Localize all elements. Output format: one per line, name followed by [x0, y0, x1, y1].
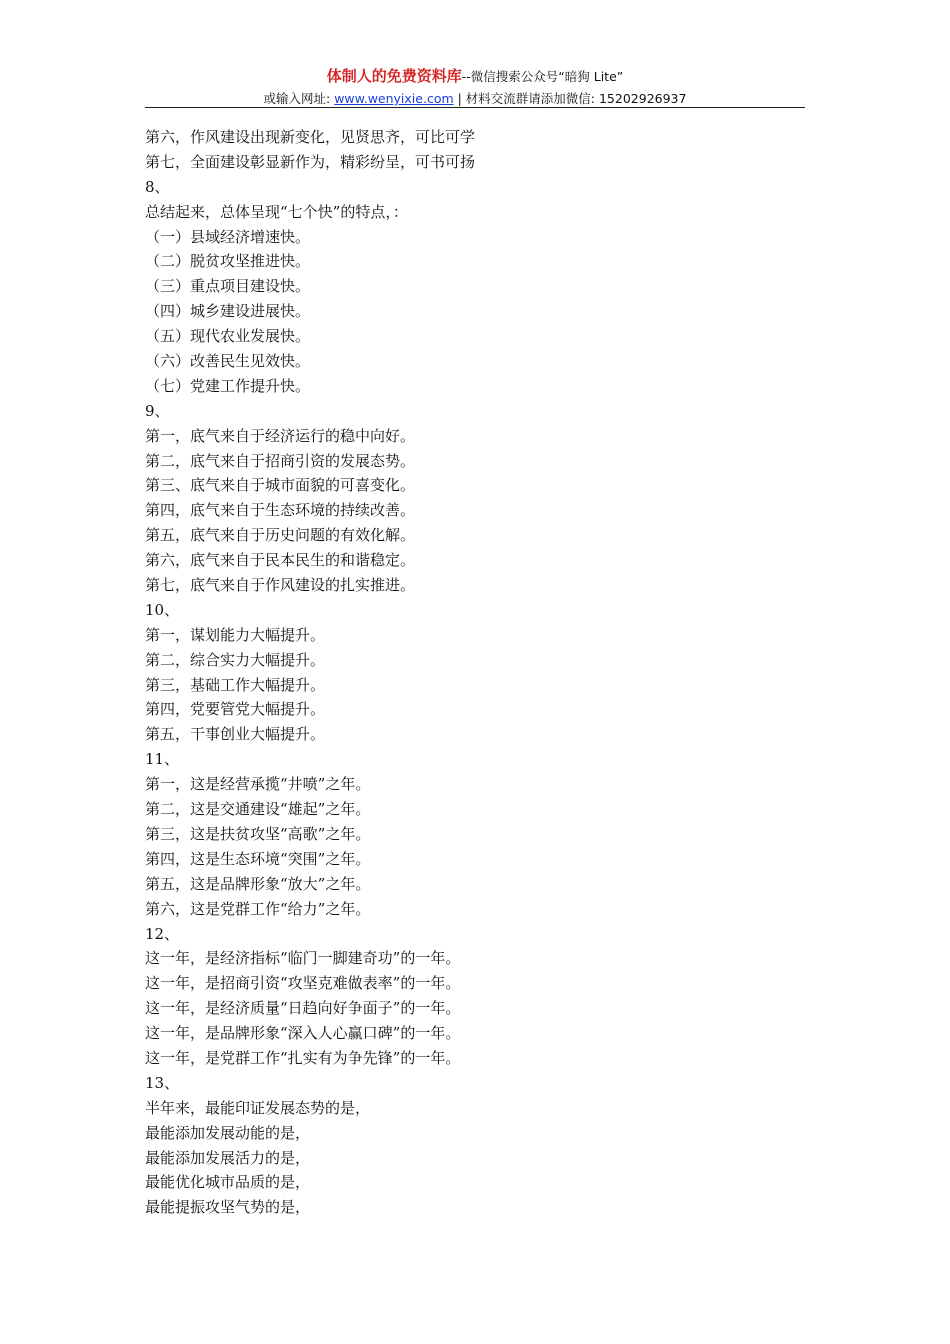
text-line: 第五，这是品牌形象“放大”之年。 — [145, 874, 371, 893]
text-line: 第六，作风建设出现新变化，见贤思齐，可比可学 — [145, 128, 476, 146]
text-line: 10、 — [145, 600, 180, 619]
page-header — [145, 64, 805, 109]
header-subtitle: --微信搜索公众号“暗狗 Lite” — [461, 69, 624, 84]
text-line: 最能添加发展活力的是， — [145, 1148, 311, 1167]
text-line: 这一年，是经济质量“日趋向好争面子”的一年。 — [145, 999, 461, 1018]
text-line: 第六，这是党群工作“给力”之年。 — [145, 899, 371, 918]
text-line: 第一，谋划能力大幅提升。 — [145, 625, 326, 644]
text-line: 最能提振攻坚气势的是， — [145, 1198, 311, 1217]
text-line: 第四，底气来自于生态环境的持续改善。 — [145, 501, 416, 520]
text-line: 第二，底气来自于招商引资的发展态势。 — [145, 451, 416, 470]
header-contact: | 材料交流群请添加微信: 15202926937 — [453, 91, 687, 106]
text-line: 11、 — [145, 750, 180, 769]
text-line: 第三，这是扶贫攻坚“高歌”之年。 — [145, 824, 371, 843]
text-line: （一）县域经济增速快。 — [145, 227, 311, 246]
text-line: 第二，综合实力大幅提升。 — [145, 650, 326, 669]
text-line: 最能优化城市品质的是， — [145, 1173, 311, 1192]
text-line: 13、 — [145, 1073, 180, 1092]
header-url-link[interactable]: www.wenyixie.com — [334, 91, 454, 106]
text-line: 第七，全面建设彰显新作为，精彩纷呈，可书可扬 — [145, 152, 476, 171]
header-url-prefix: 或输入网址: — [263, 91, 335, 106]
text-line: 这一年，是经济指标“临门一脚建奇功”的一年。 — [145, 949, 461, 968]
text-line: （二）脱贫攻坚推进快。 — [145, 252, 311, 271]
text-line: 第五，干事创业大幅提升。 — [145, 725, 326, 744]
text-line: 第一，底气来自于经济运行的稳中向好。 — [145, 426, 416, 445]
text-line: 第三，基础工作大幅提升。 — [145, 675, 326, 694]
header-contact-line — [145, 89, 805, 109]
text-line: 第五，底气来自于历史问题的有效化解。 — [145, 526, 416, 545]
text-line: （五）现代农业发展快。 — [145, 327, 311, 346]
header-title-line — [145, 64, 805, 89]
text-line: 第四，党要管党大幅提升。 — [145, 700, 326, 719]
text-line: 这一年，是党群工作“扎实有为争先锋”的一年。 — [145, 1048, 461, 1067]
text-line: 第六，底气来自于民本民生的和谐稳定。 — [145, 551, 416, 570]
document-body — [145, 125, 805, 1220]
text-line: 半年来，最能印证发展态势的是， — [145, 1098, 371, 1117]
text-line: （六）改善民生见效快。 — [145, 352, 311, 371]
text-line: 8、 — [145, 177, 170, 196]
text-line: 最能添加发展动能的是， — [145, 1123, 311, 1142]
text-line: 12、 — [145, 924, 180, 943]
header-title: 体制人的免费资料库 — [326, 67, 462, 85]
text-line: 这一年，是招商引资“攻坚克难做表率”的一年。 — [145, 974, 461, 993]
text-line: （四）城乡建设进展快。 — [145, 302, 311, 321]
text-line: 第二，这是交通建设“雄起”之年。 — [145, 800, 371, 819]
text-line: 第七，底气来自于作风建设的扎实推进。 — [145, 576, 416, 595]
text-line: 总结起来，总体呈现“七个快”的特点，： — [145, 202, 408, 221]
text-line: （七）党建工作提升快。 — [145, 376, 311, 395]
text-line: 第一，这是经营承揽“井喷”之年。 — [145, 775, 371, 794]
text-line: 第三、底气来自于城市面貌的可喜变化。 — [145, 476, 416, 495]
text-line: （三）重点项目建设快。 — [145, 277, 311, 296]
text-line: 9、 — [145, 401, 170, 420]
text-line: 第四，这是生态环境“突围”之年。 — [145, 849, 371, 868]
header-divider — [145, 107, 805, 108]
text-line: 这一年，是品牌形象“深入人心赢口碑”的一年。 — [145, 1024, 461, 1043]
